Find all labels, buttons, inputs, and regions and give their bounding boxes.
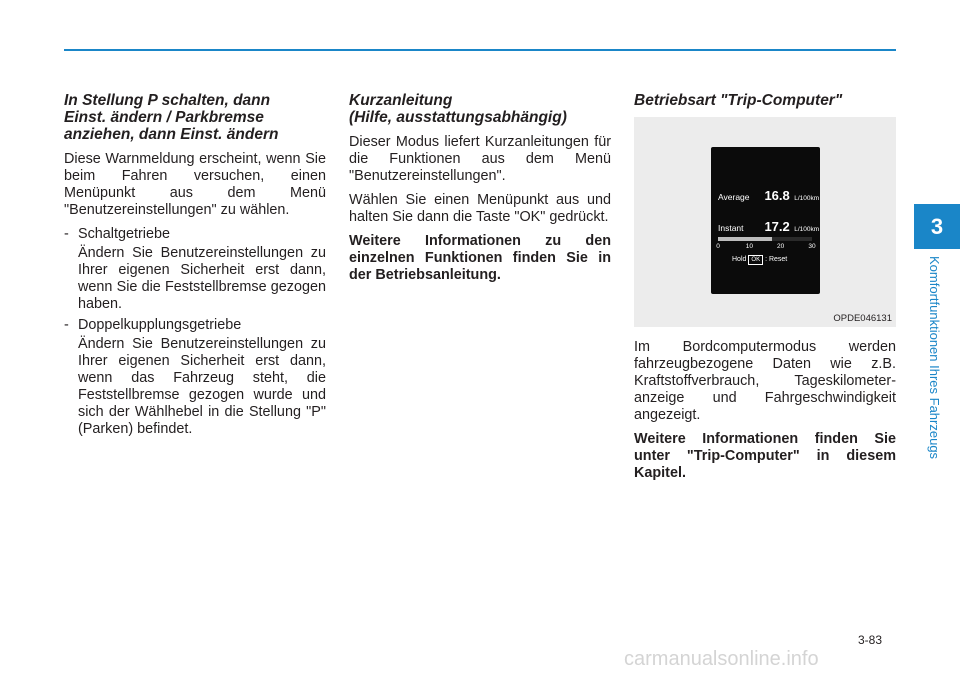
scale-tick-label: 20 (777, 243, 785, 250)
intro-paragraph: Diese Warnmeldung erscheint, wenn Sie beim Fahren versuchen, einen Menüpunkt aus dem Menü "Benutzereinstellungen" zu wählen. (64, 151, 326, 218)
paragraph: Wählen Sie einen Menüpunkt aus und halten Sie dann die Taste "OK" gedrückt. (349, 192, 611, 225)
list-marker: - (64, 226, 69, 242)
trip-computer-figure (634, 117, 896, 327)
top-rule (64, 49, 896, 51)
instant-value: 17.2 (764, 219, 790, 234)
consumption-bar-fill (718, 237, 772, 241)
average-label: Average (718, 192, 750, 202)
bar-scale (716, 243, 816, 253)
section-heading-park-warning: In Stellung P schalten, dann Einst. ändern / Parkbremse anziehen, dann Einst. ändern (64, 92, 279, 143)
ok-button-icon: OK (748, 255, 763, 265)
chapter-side-title: Komfortfunktionen Ihres Fahrzeugs (927, 256, 942, 460)
average-unit: L/100km (794, 195, 820, 202)
hold-reset-hint (732, 255, 787, 265)
paragraph: Im Bordcomputermodus werden fahrzeugbezogene Daten wie z.B. Kraftstoffverbrauch, Tageskilometer-anzeige und Fahrgeschwindigkeit angezeigt. (634, 339, 896, 423)
bold-note: Weitere Informationen finden Sie unter "Trip-Computer" in diesem Kapitel. (634, 431, 896, 481)
paragraph: Dieser Modus liefert Kurzanleitungen für die Funktionen aus dem Menü "Benutzereinstellungen". (349, 134, 611, 184)
list-item-text: Ändern Sie Benutzereinstellungen zu Ihrer eigenen Sicherheit erst dann, wenn Sie die Feststellbremse gezogen haben. (78, 245, 326, 312)
list-item-title: Doppelkupplungsgetriebe (78, 317, 242, 333)
consumption-bar (718, 237, 812, 241)
cluster-display (711, 147, 820, 294)
page-number: 3-83 (858, 633, 883, 647)
list-marker: - (64, 317, 69, 333)
watermark: carmanualsonline.info (624, 648, 819, 670)
scale-tick-label: 10 (745, 243, 753, 250)
hold-label: Hold (732, 256, 747, 263)
average-row (718, 187, 819, 205)
chapter-tab: 3 (914, 204, 960, 249)
column-left (64, 92, 326, 442)
column-middle (349, 92, 611, 291)
bold-note: Weitere Informationen zu den einzelnen Funktionen finden Sie in der Betriebsanleitung. (349, 233, 611, 283)
instant-row (718, 218, 819, 236)
scale-tick-label: 0 (716, 243, 720, 250)
instant-label: Instant (718, 223, 744, 233)
list-item (64, 317, 326, 438)
section-heading-trip-computer: Betriebsart "Trip-Computer" (634, 92, 843, 109)
scale-tick-label: 30 (808, 243, 816, 250)
average-value: 16.8 (764, 188, 790, 203)
list-item-text: Ändern Sie Benutzereinstellungen zu Ihrer eigenen Sicherheit erst dann, wenn das Fahrzeug steht, die Feststellbremse gezogen wurde und sich der Wählhebel in die Stellung "P" (Parken) befindet. (78, 336, 326, 437)
section-heading-quick-guide: Kurzanleitung (Hilfe, ausstattungsabhängig) (349, 92, 567, 126)
column-right (634, 92, 896, 489)
instant-unit: L/100km (794, 226, 820, 233)
reset-label: : Reset (765, 256, 788, 263)
list-item (64, 226, 326, 313)
list-item-title: Schaltgetriebe (78, 226, 171, 242)
figure-code: OPDE046131 (833, 313, 892, 324)
